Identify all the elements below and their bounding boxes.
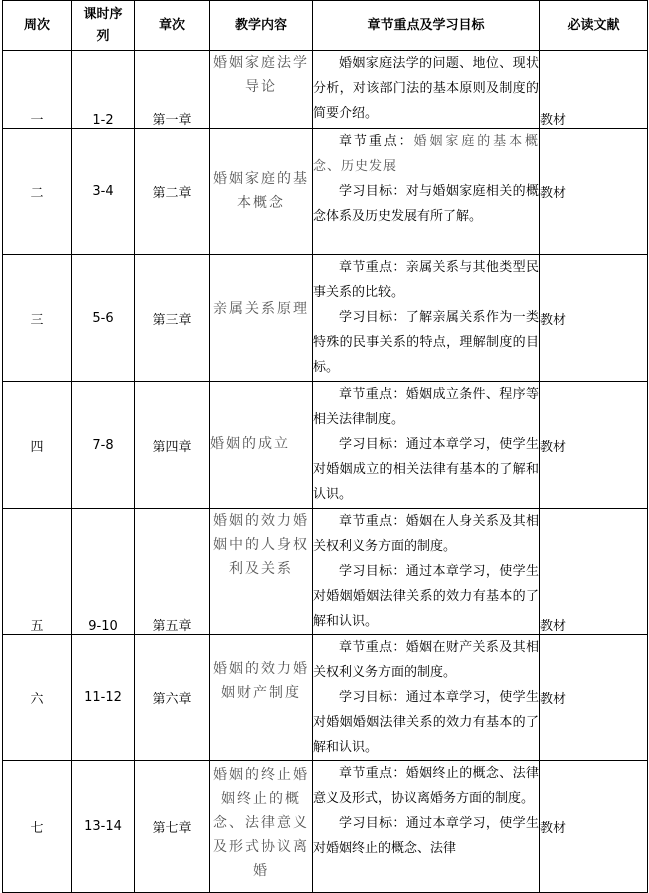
header-row <box>3 1 648 51</box>
content-cell <box>210 635 313 761</box>
header-reading: 必读文献 <box>540 1 648 51</box>
content-cell <box>210 129 313 255</box>
focus-text: 婚姻在财产关系及其相关权利义务方面的制度。 <box>313 640 539 680</box>
goal-cell <box>313 129 540 255</box>
chapter-cell: 第六章 <box>135 635 210 761</box>
goal-cell <box>313 382 540 509</box>
reading-cell: 教材 <box>540 255 648 382</box>
content-cell <box>210 509 313 635</box>
chapter-cell: 第四章 <box>135 382 210 509</box>
header-chapter: 章次 <box>135 1 210 51</box>
chapter-cell: 第五章 <box>135 509 210 635</box>
hours-cell: 7-8 <box>72 382 135 509</box>
table-row <box>3 635 648 761</box>
hours-cell: 11-12 <box>72 635 135 761</box>
header-content: 教学内容 <box>210 1 313 51</box>
table-row <box>3 761 648 893</box>
focus-line <box>313 635 539 685</box>
content-cell <box>210 761 313 893</box>
goal-cell <box>313 635 540 761</box>
content-text: 婚姻家庭法学导论 <box>213 55 309 95</box>
focus-text: 婚姻在人身关系及其相关权利义务方面的制度。 <box>313 514 539 554</box>
focus-line <box>313 761 539 811</box>
content-text: 婚姻的效力婚姻财产制度 <box>213 661 309 701</box>
content-text: 婚姻的效力婚姻中的人身权利及关系 <box>213 513 309 577</box>
focus-line <box>313 382 539 432</box>
focus-label: 章节重点： <box>339 260 406 275</box>
goal-text: 婚姻家庭法学的问题、地位、现状分析，对该部门法的基本原则及制度的简要介绍。 <box>313 56 539 121</box>
table-row <box>3 51 648 129</box>
week-cell: 四 <box>3 382 72 509</box>
goal-text: 学习目标：了解亲属关系作为一类特殊的民事关系的特点，理解制度的目标。 <box>313 310 539 375</box>
hours-cell: 3-4 <box>72 129 135 255</box>
content-cell <box>210 382 313 509</box>
content-text: 亲属关系原理 <box>213 301 309 317</box>
header-goals: 章节重点及学习目标 <box>313 1 540 51</box>
chapter-cell: 第一章 <box>135 51 210 129</box>
goal-text: 学习目标：通过本章学习，使学生对婚姻终止的概念、法律 <box>313 816 539 856</box>
reading-cell: 教材 <box>540 51 648 129</box>
week-cell: 二 <box>3 129 72 255</box>
focus-label: 章节重点： <box>339 640 406 655</box>
focus-line <box>313 129 539 179</box>
syllabus-table <box>2 0 648 893</box>
focus-text: 婚姻终止的概念、法律意义及形式，协议离婚务方面的制度。 <box>313 766 539 806</box>
chapter-cell: 第三章 <box>135 255 210 382</box>
hours-cell: 1-2 <box>72 51 135 129</box>
week-cell: 七 <box>3 761 72 893</box>
reading-cell: 教材 <box>540 761 648 893</box>
reading-cell: 教材 <box>540 129 648 255</box>
focus-line <box>313 509 539 559</box>
reading-cell: 教材 <box>540 382 648 509</box>
goal-cell <box>313 255 540 382</box>
header-hours: 课时序列 <box>72 1 135 51</box>
week-cell: 五 <box>3 509 72 635</box>
goal-text: 学习目标：通过本章学习，使学生对婚姻婚姻法律关系的效力有基本的了解和认识。 <box>313 564 539 629</box>
focus-line <box>313 255 539 305</box>
focus-label: 章节重点： <box>339 134 414 149</box>
table-row <box>3 255 648 382</box>
focus-text: 亲属关系与其他类型民事关系的比较。 <box>313 260 539 300</box>
reading-cell: 教材 <box>540 635 648 761</box>
chapter-cell: 第二章 <box>135 129 210 255</box>
goal-text: 学习目标：通过本章学习，使学生对婚姻婚姻法律关系的效力有基本的了解和认识。 <box>313 690 539 755</box>
header-week: 周次 <box>3 1 72 51</box>
goal-text: 学习目标：通过本章学习，使学生对婚姻成立的相关法律有基本的了解和认识。 <box>313 437 539 502</box>
hours-cell: 9-10 <box>72 509 135 635</box>
content-cell <box>210 51 313 129</box>
table-row <box>3 129 648 255</box>
hours-cell: 13-14 <box>72 761 135 893</box>
content-text: 婚姻家庭的基本概念 <box>213 171 309 211</box>
week-cell: 六 <box>3 635 72 761</box>
focus-text: 婚姻成立条件、程序等相关法律制度。 <box>313 387 539 427</box>
focus-label: 章节重点： <box>339 766 406 781</box>
content-text: 婚姻的成立 <box>210 436 290 452</box>
goal-cell <box>313 509 540 635</box>
content-text: 婚姻的终止婚姻终止的概念、法律意义及形式协议离婚 <box>213 767 309 879</box>
focus-label: 章节重点： <box>339 514 406 529</box>
chapter-cell: 第七章 <box>135 761 210 893</box>
goal-cell <box>313 51 540 129</box>
focus-label: 章节重点： <box>339 387 406 402</box>
goal-text: 学习目标：对与婚姻家庭相关的概念体系及历史发展有所了解。 <box>313 184 539 224</box>
table-row <box>3 509 648 635</box>
reading-cell: 教材 <box>540 509 648 635</box>
week-cell: 三 <box>3 255 72 382</box>
goal-cell <box>313 761 540 893</box>
content-cell <box>210 255 313 382</box>
table-row <box>3 382 648 509</box>
hours-cell: 5-6 <box>72 255 135 382</box>
focus-text: 婚姻家庭的基本概念、历史发展 <box>313 134 539 174</box>
week-cell: 一 <box>3 51 72 129</box>
